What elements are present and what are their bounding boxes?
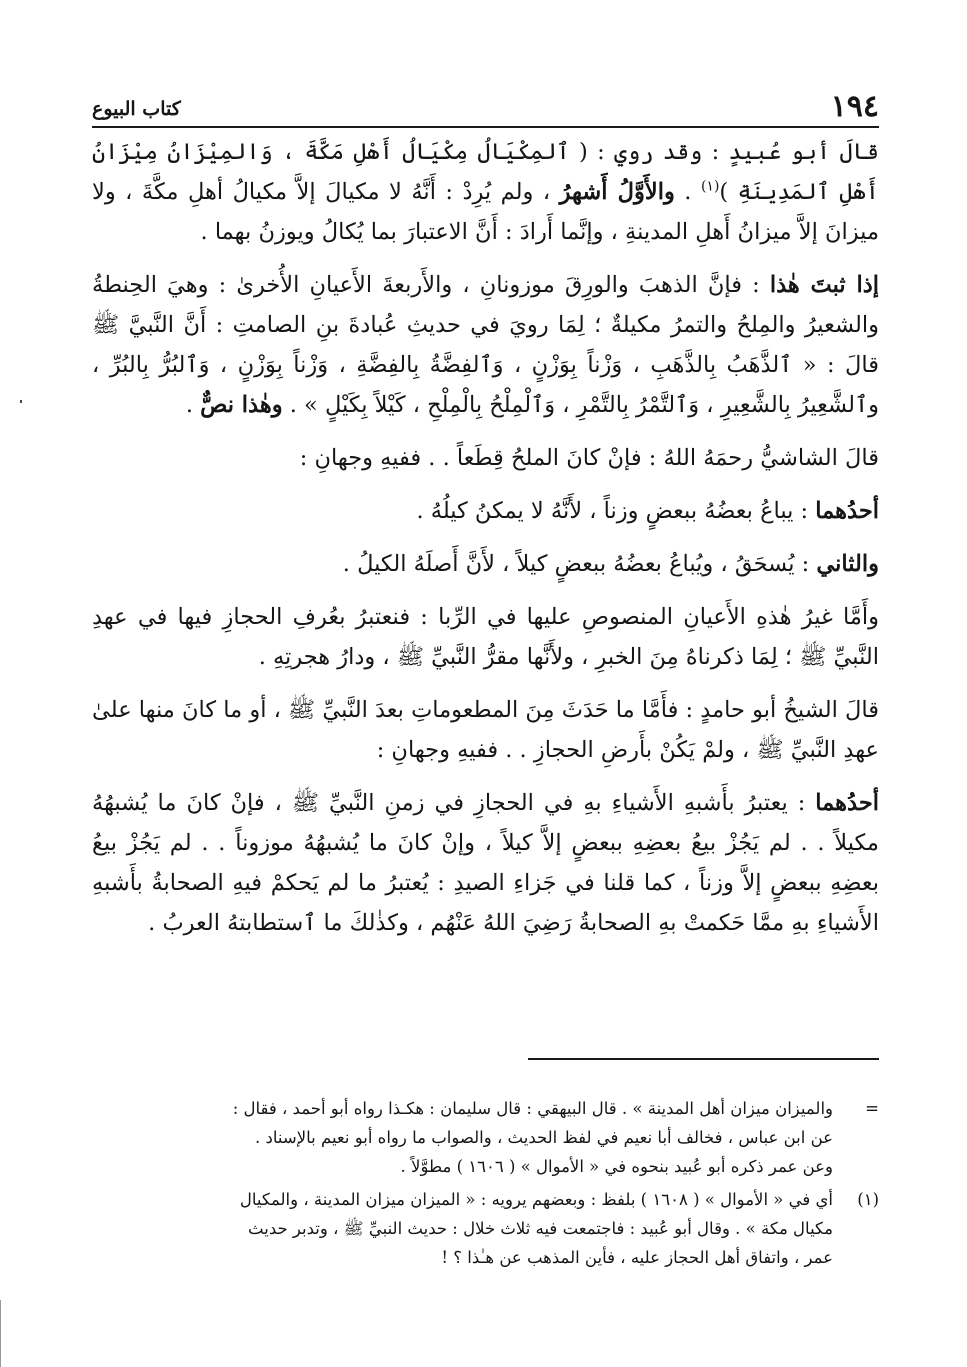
footnote-reference[interactable]: (١): [700, 178, 720, 195]
footnote-body: [92, 1094, 833, 1181]
paragraph-second-view: [92, 544, 879, 584]
paragraph-abu-ubaid: [92, 132, 879, 252]
text-span: .: [185, 392, 201, 418]
running-title: كتاب البيوع: [92, 98, 181, 120]
scan-mark: [20, 400, 22, 403]
footnote-line: أي في « الأموال » ( ١٦٠٨ ) بلفظ : وبعضهم يرويه : « الميزان ميزان المدينة ، والمكيال: [239, 1190, 833, 1209]
text-span: : يعتبرُ بأَشبهِ الأَشياءِ بهِ في الحجازِ في زمنِ النَّبيِّ ﷺ ، فإنْ كانَ ما يُشبهُهُ مكيلاً . . لم يَجُزْ بيعُ بعضِهِ ببعضٍ إلاَّ كيلاً ، وإنْ كانَ ما يُشبهُهُ موزوناً . . لم يَجُزْ بيعُ بعضِهِ ببعضٍ إلاَّ وزناً ، كما قلنا في جَزاءِ الصيدِ : يُعتبرُ ما لم يَحكمْ فيهِ الصحابةُ بأَشبهِ الأَشياءِ بهِ ممَّا حَكمتْ بهِ الصحابةُ رَضِيَ اللهُ عَنْهُم ، وكذٰلكَ ما ٱستطابتهُ العربُ .: [92, 790, 879, 936]
bold-phrase: أحدُهما: [815, 790, 879, 816]
header-rule: [92, 126, 879, 128]
text-span: .: [674, 179, 701, 205]
paragraph-shashi: قالَ الشاشيُّ رحمَهُ اللهُ : فإنْ كانَ الملحُ قِطَعاً . . ففيهِ وجهانِ :: [299, 445, 879, 471]
footnote-line: عن ابن عباس ، فخالف أبا نعيم في لفظ الحديث ، والصواب ما رواه أبو نعيم بالإسناد .: [255, 1128, 833, 1147]
page-number: ١٩٤: [830, 89, 879, 124]
paragraph-first-view: [92, 491, 879, 531]
bold-phrase: والثاني: [816, 551, 879, 577]
text-span: قالَ أبو عُبيدٍ : وقد روي : ( ٱلمِكْيَالُ مِكْيَالُ أَهْلِ مَكَّةَ ، وَالمِيْزَانُ مِيْزَانُ أَهْلِ ٱلمَدِينَةِ ): [92, 139, 879, 205]
page-header: [92, 82, 879, 122]
footnotes: [92, 1094, 879, 1276]
paragraph-other-items: وأَمَّا غيرُ هٰذهِ الأَعيانِ المنصوصِ عليها في الرِّبا : فنعتبرُ بعُرفِ الحجازِ فيها في عهدِ النَّبيِّ ﷺ ؛ لِمَا ذكرناهُ مِنَ الخبرِ ، ولأَنَّها مقرُّ النَّبيِّ ﷺ ، ودارُ هجرتِهِ .: [92, 604, 879, 670]
paragraph-first-view-similar: [92, 783, 879, 943]
scan-edge: [0, 1300, 1, 1367]
footnote-body: [92, 1185, 833, 1272]
footnote-line: مكيال مكة » . وقال أبو عُبيد : فاجتمعت فيه ثلاث خلال : حديث النبيِّ ﷺ ، وتدبر حديث: [248, 1219, 833, 1238]
footnote-divider: [528, 1058, 879, 1060]
footnote-continued: [92, 1094, 879, 1181]
footnote-line: وعن عمر ذكره أبو عُبيد بنحوه في « الأموال » ( ١٦٠٦ ) مطوَّلاً .: [400, 1157, 833, 1176]
paragraph-if-established: [92, 265, 879, 425]
text-span: : فإنَّ الذهبَ والورِقَ موزونانِ ، والأَربعةَ الأَعيانِ الأُخرىٰ : وهيَ الحِنطةُ والشعيرُ والمِلحُ والتمرُ مكيلةٌ ؛ لِمَا رويَ في حديثِ عُبادةَ بنِ الصامتِ : أَنَّ النَّبيَّ ﷺ قالَ : « ٱلذَّهَبُ بِالذَّهَبِ ، وَزْناً بِوَزْنٍ ، وَٱلفِضَّةُ بِالفِضَّةِ ، وَزْناً بِوَزْنٍ ، وَٱلبُرُّ بِالبُرِّ ، وٱلشَّعِيرُ بِالشَّعِيرِ ، وَٱلتَّمْرُ بِالتَّمْرِ ، وَٱلْمِلْحُ بِالْمِلْحِ ، كَيْلاً بِكَيْلٍ » .: [92, 272, 879, 418]
main-text: [92, 132, 879, 956]
bold-phrase: إذا ثبتَ هٰذا: [769, 272, 880, 298]
footnote-line: عمر ، واتفاق أهل الحجاز عليه ، فأين المذهب عن هـٰذا ؟ !: [441, 1248, 833, 1267]
text-span: ، ولم يُرِدْ : أَنَّهُ لا مكيالَ إلاَّ مكيالُ أهلِ مكَّةَ ، ولا ميزانَ إلاَّ ميزانُ أَهلِ المدينةِ ، وإنَّما أَرادَ : أَنَّ الاعتبارَ بما يُكالُ ويوزنُ بهما .: [92, 179, 879, 245]
bold-phrase: والأَوَّلُ أَشهرُ: [559, 179, 675, 205]
text-span: : يُسحَقُ ، ويُباعُ بعضُهُ ببعضٍ كيلاً ، لأَنَّ أَصلَهُ الكيلُ .: [342, 551, 817, 577]
footnote-1: [92, 1185, 879, 1272]
bold-phrase: وهٰذا نصٌّ: [200, 392, 283, 418]
text-span: : يباعُ بعضُهُ ببعضٍ وزناً ، لأَنَّهُ لا يمكنُ كيلُهُ .: [416, 498, 816, 524]
bold-phrase: أحدُهما: [815, 498, 879, 524]
footnote-line: والميزان ميزان أهل المدينة » . قال البيهقي : قال سليمان : هكـذا رواه أبو أحمد ، فقال :: [232, 1099, 833, 1118]
paragraph-abu-hamid: قالَ الشيخُ أبو حامدٍ : فأَمَّا ما حَدَثَ مِنَ المطعوماتِ بعدَ النَّبيِّ ﷺ ، أو ما كانَ منها علىٰ عهدِ النَّبيِّ ﷺ ، ولمْ يَكُنْ بأَرضِ الحجازِ . . ففيهِ وجهانِ :: [92, 697, 880, 763]
footnote-marker: =: [865, 1099, 879, 1118]
footnote-marker: (١): [857, 1190, 879, 1209]
